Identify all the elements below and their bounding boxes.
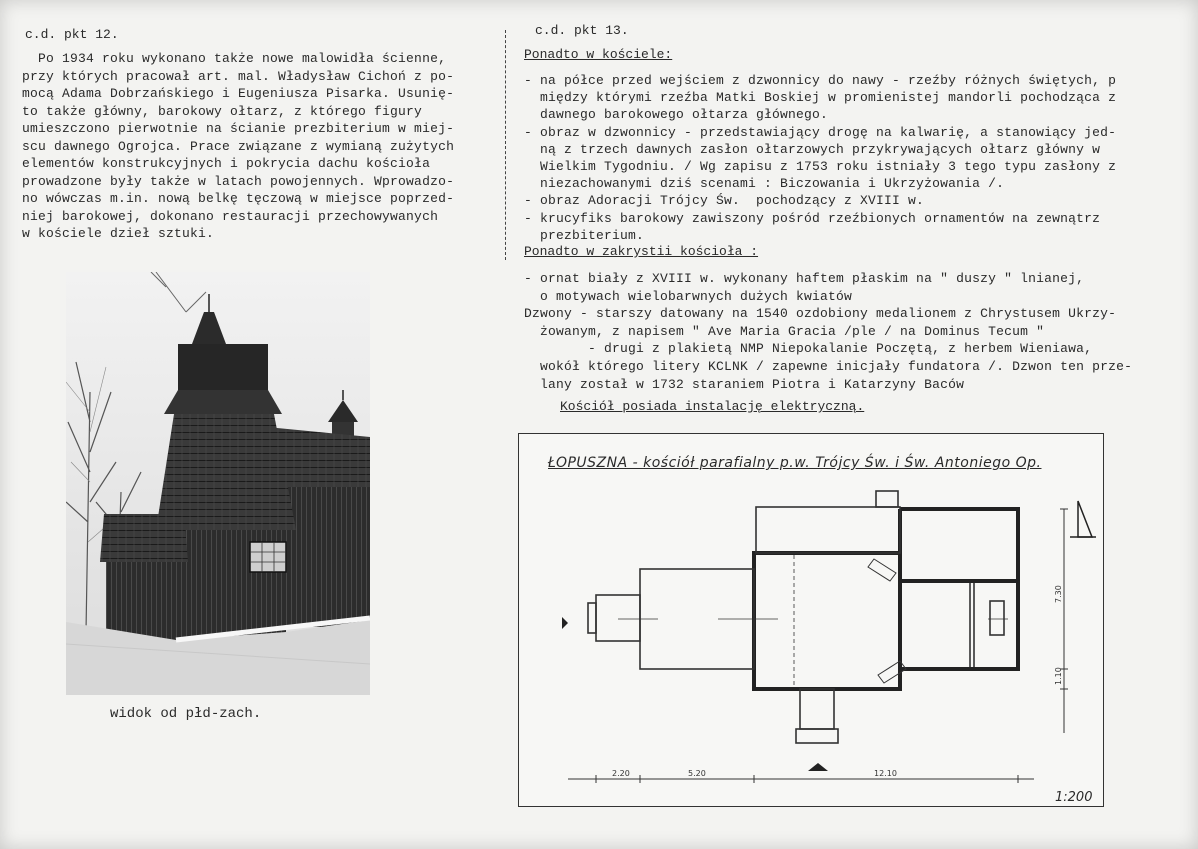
column-divider xyxy=(505,30,506,260)
text-line: lany został w 1732 staraniem Piotra i Katarzyny Baców xyxy=(524,376,965,392)
text-line: - na półce przed wejściem z dzwonnicy do nawy - rzeźby różnych świętych, p xyxy=(524,73,1117,88)
text-line: niej barokowej, dokonano restauracji przechowywanych xyxy=(22,208,439,224)
text-line: niezachowanymi dziś scenami : Biczowania i Ukrzyżowania /. xyxy=(524,176,1005,192)
text-line: prowadzone były także w latach powojennych. Wprowadzo- xyxy=(22,173,455,189)
text-line: żowanym, z napisem " Ave Maria Gracia /ple / na Dominus Tecum " xyxy=(524,323,1045,339)
right-header: c.d. pkt 13. xyxy=(535,23,629,38)
text-line: to także główny, barokowy ołtarz, z którego figury xyxy=(22,103,423,119)
text-line: elementów konstrukcyjnych i pokrycia dachu kościoła xyxy=(22,156,431,171)
church-photo-drawing xyxy=(66,272,370,695)
text-line: - krucyfiks barokowy zawiszony pośród rzeźbionych ornamentów na zewnątrz xyxy=(524,210,1101,226)
text-line: prezbiterium. xyxy=(524,227,645,243)
text-line: - ornat biały z XVIII w. wykonany haftem płaskim na " duszy " lnianej, xyxy=(524,271,1085,286)
dim-bottom-3: 12.10 xyxy=(874,769,897,778)
text-line: Po 1934 roku wykonano także nowe malowidła ścienne, xyxy=(22,51,447,66)
section2-title: Ponadto w zakrystii kościoła : xyxy=(524,244,759,259)
text-line: dawnego barokowego ołtarza głównego. xyxy=(524,107,829,123)
section1-title: Ponadto w kościele: xyxy=(524,47,673,62)
text-line: - obraz w dzwonnicy - przedstawiający drogę na kalwarię, a stanowiący jed- xyxy=(524,124,1117,140)
text-line: ną z trzech dawnych zasłon ołtarzowych przykrywających ołtarz główny w xyxy=(524,141,1101,157)
text-line: w kościele dzieł sztuki. xyxy=(22,226,215,241)
text-line: wokół którego litery KCLNK / zapewne inicjały fundatora /. Dzwon ten prze- xyxy=(524,359,1133,374)
text-line: umieszczono pierwotnie na ścianie prezbiterium w miej- xyxy=(22,121,455,136)
text-line: - drugi z plakietą NMP Niepokalanie Poczętą, z herbem Wieniawa, xyxy=(524,341,1093,357)
left-header: c.d. pkt 12. xyxy=(25,27,119,42)
text-line: przy których pracował art. mal. Władysław Cichoń z po- xyxy=(22,68,455,84)
text-line: Wielkim Tygodniu. / Wg zapisu z 1753 roku istniały 3 tego typu zasłony z xyxy=(524,159,1117,174)
plan-scale: 1:200 xyxy=(1055,790,1093,805)
text-line: mocą Adama Dobrzańskiego i Eugeniusza Pisarka. Usunię- xyxy=(22,86,455,101)
text-line: no wówczas m.in. nową belkę tęczową w miejsce poprzed- xyxy=(22,191,455,206)
text-line: Dzwony - starszy datowany na 1540 ozdobiony medalionem z Chrystusem Ukrzy- xyxy=(524,306,1117,322)
dim-right-2: 1.10 xyxy=(1054,667,1063,685)
floor-plan-drawing xyxy=(518,433,1102,805)
text-line: scu dawnego Ogrojca. Prace związane z wymianą zużytych xyxy=(22,138,455,154)
closing-line: Kościół posiada instalację elektryczną. xyxy=(560,399,865,414)
floor-plan-title: ŁOPUSZNA - kościół parafialny p.w. Trójcy Św. i Św. Antoniego Op. xyxy=(548,455,1042,471)
text-line: - obraz Adoracji Trójcy Św. pochodzący z XVIII w. xyxy=(524,193,925,209)
photo-caption: widok od płd-zach. xyxy=(110,706,262,722)
church-photo xyxy=(66,272,370,695)
dim-bottom-1: 2.20 xyxy=(612,769,630,778)
dim-right-1: 7.30 xyxy=(1054,585,1063,603)
text-line: o motywach wielobarwnych dużych kwiatów xyxy=(524,288,853,304)
text-line: między którymi rzeźba Matki Boskiej w promienistej mandorli pochodząca z xyxy=(524,90,1117,106)
dim-bottom-2: 5.20 xyxy=(688,769,706,778)
